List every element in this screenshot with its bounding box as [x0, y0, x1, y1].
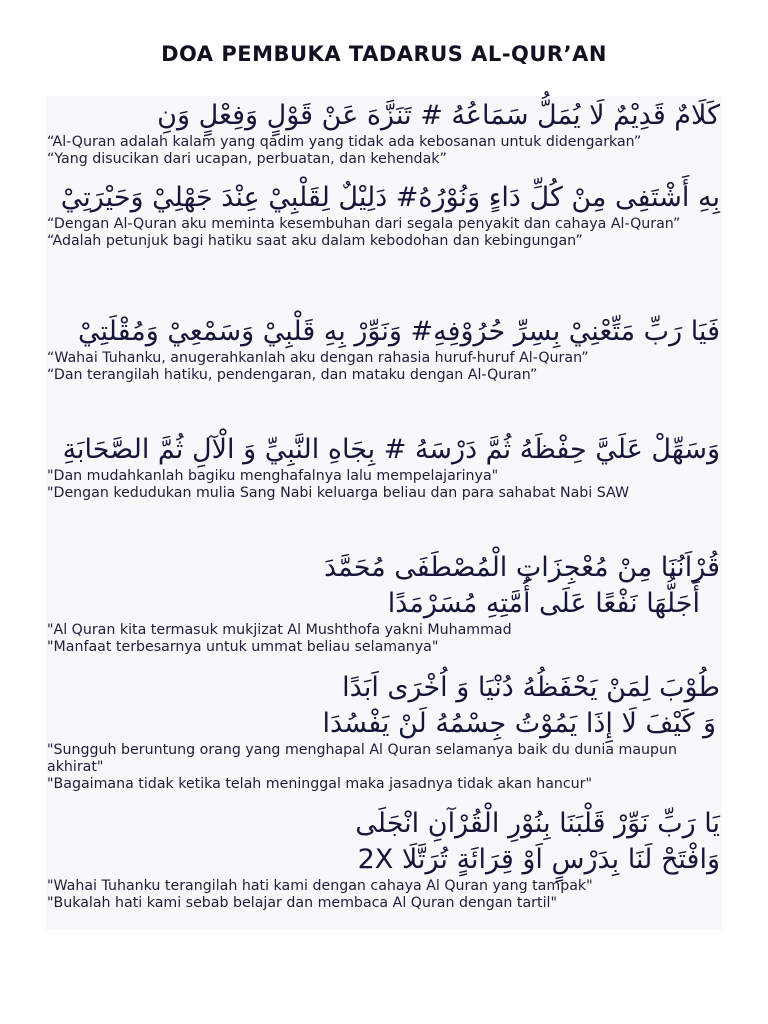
verse-block-3	[46, 314, 722, 384]
translation-line: “Dengan Al-Quran aku meminta kesembuhan dari segala penyakit dan cahaya Al-Quran”	[47, 216, 681, 232]
verse-block-2	[46, 180, 722, 250]
arabic-verse-line: قُرْاَنُنَا مِنْ مُعْجِزَاتِ الْمُصْطَفَى مُحَمَّدَ	[323, 552, 720, 583]
translation-line: “Al-Quran adalah kalam yang qadim yang tidak ada kebosanan untuk didengarkan”	[47, 134, 642, 150]
translation-line: “Yang disucikan dari ucapan, perbuatan, dan kehendak”	[47, 151, 447, 167]
verse-block-4	[46, 432, 722, 502]
arabic-verse-line: طُوْبَ لِمَنْ يَحْفَظُهُ دُنْيَا وَ اُخْرَى اَبَدًا	[342, 672, 720, 703]
translation-line: "Al Quran kita termasuk mukjizat Al Mushthofa yakni Muhammad	[47, 622, 512, 638]
verse-block-5	[46, 550, 722, 656]
arabic-verse-line: وَ كَيْفَ لَا إِذَا يَمُوْتُ جِسْمُهُ لَنْ يَفْسُدَا	[322, 708, 716, 739]
page-title: DOA PEMBUKA TADARUS AL-QUR’AN	[161, 42, 607, 66]
verse-block-7	[46, 806, 722, 912]
translation-line: “Dan terangilah hatiku, pendengaran, dan mataku dengan Al-Quran”	[47, 367, 538, 383]
translation-line: "Dengan kedudukan mulia Sang Nabi keluarga beliau dan para sahabat Nabi SAW	[47, 485, 629, 501]
verse-block-1	[46, 98, 722, 168]
translation-line: "Dan mudahkanlah bagiku menghafalnya lalu mempelajarinya"	[47, 468, 499, 484]
arabic-verse-line: يَا رَبِّ نَوِّرْ قَلْبَنَا بِنُوْرِ الْقُرْآنِ انْجَلَى	[355, 808, 720, 839]
translation-line: "Manfaat terbesarnya untuk ummat beliau selamanya"	[47, 639, 439, 655]
translation-line: "Bukalah hati kami sebab belajar dan membaca Al Quran dengan tartil"	[47, 895, 557, 911]
translation-line: "Sungguh beruntung orang yang menghapal Al Quran selamanya baik du dunia maupun akhirat"	[47, 742, 678, 775]
arabic-verse-line: وَسَهِّلْ عَلَيَّ حِفْظَهُ ثُمَّ دَرْسَهُ # بِجَاهِ النَّبِيِّ وَ الْآلِ ثُمَّ الصَّحَابَةِ	[62, 434, 720, 465]
arabic-verse-line: فَيَا رَبِّ مَتِّعْنِيْ بِسِرِّ حُرُوْفِهِ# وَنَوِّرْ بِهِ قَلْبِيْ وَسَمْعِيْ وَمُقْلَتِيْ	[78, 316, 720, 347]
arabic-verse-line: بِهِ أَشْتَفِى مِنْ كُلِّ دَاءٍ وَنُوْرُهُ# دَلِيْلٌ لِقَلْبِيْ عِنْدَ جَهْلِيْ وَحَيْرَتِيْ	[60, 182, 720, 213]
translation-line: "Bagaimana tidak ketika telah meninggal maka jasadnya tidak akan hancur"	[47, 776, 593, 792]
translation-line: “Wahai Tuhanku, anugerahkanlah aku dengan rahasia huruf-huruf Al-Quran”	[47, 350, 589, 366]
arabic-verse-line: أَجَلُّهَا نَفْعًا عَلَى أُمَّتِهِ مُسَرْمَدًا	[387, 588, 700, 619]
content-panel	[46, 96, 722, 930]
translation-line: “Adalah petunjuk bagi hatiku saat aku dalam kebodohan dan kebingungan”	[47, 233, 583, 249]
arabic-verse-line: وَافْتَحْ لَنَا بِدَرْسٍ اَوْ قِرَائَةٍ تُرَتَّلَا 2X	[357, 844, 720, 875]
arabic-verse-line: كَلَامٌ قَدِيْمٌ لَا يُمَلُّ سَمَاعُهُ # تَنَزَّهَ عَنْ قَوْلٍ وَفِعْلٍ وَنِ	[157, 100, 720, 131]
translation-line: "Wahai Tuhanku terangilah hati kami dengan cahaya Al Quran yang tampak"	[47, 878, 593, 894]
verse-block-6	[46, 670, 722, 793]
